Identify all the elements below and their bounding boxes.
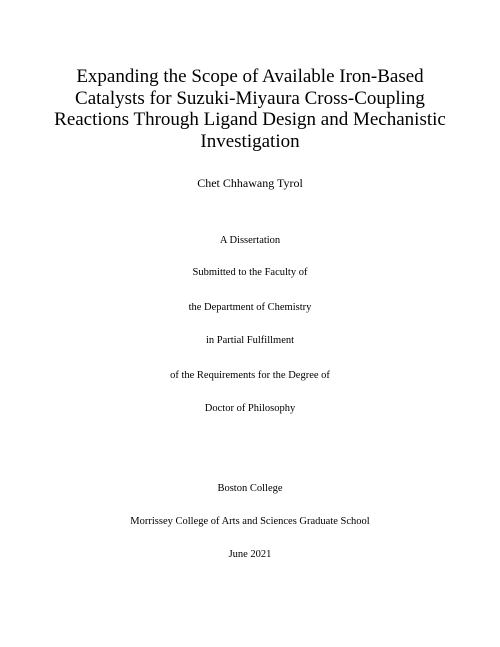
- department: the Department of Chemistry: [188, 302, 312, 313]
- author-name: Chet Chhawang Tyrol: [197, 176, 303, 190]
- title-line: Expanding the Scope of Available Iron-Based: [76, 66, 424, 87]
- submission-statement: Submitted to the Faculty of: [192, 267, 308, 278]
- dissertation-title: [40, 66, 460, 152]
- title-line: Reactions Through Ligand Design and Mechanistic: [54, 109, 446, 130]
- requirements-statement: of the Requirements for the Degree of: [170, 370, 330, 381]
- degree-name: Doctor of Philosophy: [204, 403, 296, 414]
- fulfillment-statement: in Partial Fulfillment: [205, 335, 295, 346]
- title-line: Catalysts for Suzuki-Miyaura Cross-Coupling: [75, 87, 425, 109]
- institution-name: Boston College: [217, 483, 283, 494]
- submission-date: June 2021: [228, 549, 272, 560]
- graduate-school-name: Morrissey College of Arts and Sciences Graduate School: [130, 516, 370, 527]
- document-type: A Dissertation: [219, 235, 281, 246]
- title-line: Investigation: [200, 130, 300, 152]
